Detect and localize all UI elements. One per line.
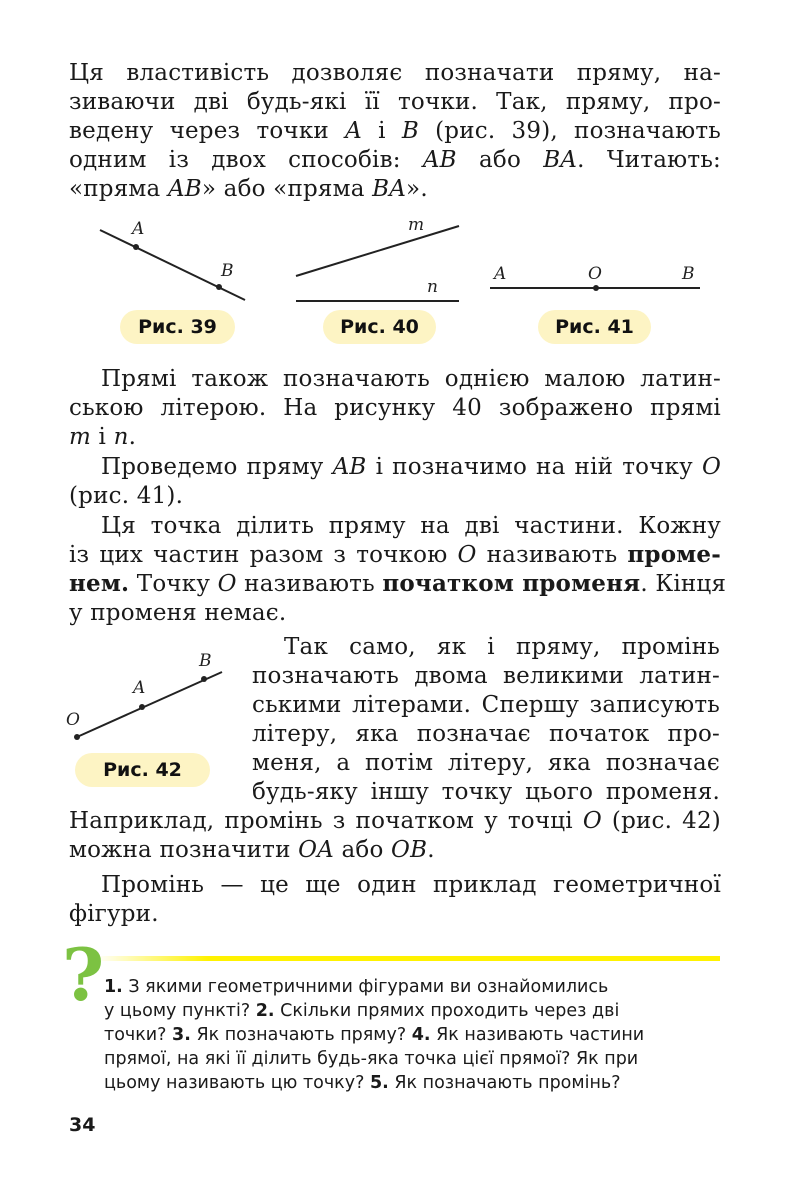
question-number: 1. [104,977,123,997]
question-text: Як називають частини [430,1025,645,1045]
math-var: m [69,424,92,450]
math-var: OA [298,837,334,863]
term-bold: проме- [627,541,721,568]
text-line: будь-яку іншу точку цього променя. [252,779,720,805]
page-number: 34 [69,1114,96,1136]
term-bold: початком променя [382,570,641,597]
text: . [427,837,435,863]
text-line: Промінь — це ще один приклад геометричної [101,872,721,898]
text: одним із двох способів: [69,147,423,173]
term-bold: нем. [69,570,130,597]
question-text: у цьому пункті? [104,1001,256,1021]
question-line [104,1023,719,1047]
math-var: BA [543,147,578,173]
question-number: 5. [369,1073,389,1093]
text-line: Ця точка ділить пряму на дві частини. Кожну [101,513,721,539]
math-var: AB [167,176,202,202]
text: «пряма [69,176,168,202]
math-var: B [401,118,419,144]
fig39-label-b: B [221,261,234,281]
fig42-label-b: B [199,651,212,671]
question-text: Як позначають промінь? [388,1073,621,1093]
question-text: точки? [104,1025,173,1045]
text: і [91,424,114,450]
math-var: AB [332,454,367,480]
question-text: З якими геометричними фігурами ви ознайомились [122,977,609,997]
text-line: літеру, яка позначає початок про- [252,721,720,747]
questions-divider [96,956,720,961]
figure-41-caption: Рис. 41 [538,310,651,344]
question-text: Скільки прямих проходить через дві [274,1001,620,1021]
text-line: Ця властивість дозволяє позначати пряму, на- [69,60,721,86]
math-var: O [217,571,237,597]
text: ведену через точки [69,118,346,144]
text: . Кінця [640,571,727,597]
text: » або «пряма [201,176,373,202]
text-line: позначають двома великими латин- [252,663,720,689]
fig41-label-o: O [588,264,602,284]
text: із цих частин разом з точкою [69,542,458,568]
figure-40 [290,212,465,307]
math-var: BA [372,176,407,202]
math-var: n [113,424,129,450]
text-line: меня, а потім літеру, яка позначає [252,750,720,776]
question-line [104,1047,719,1071]
math-var: O [701,454,722,480]
math-var: AB [422,147,457,173]
text-line: (рис. 41). [69,483,184,509]
text-line: фігури. [69,901,159,927]
fig40-label-m: m [408,215,425,235]
math-var: A [345,118,362,144]
math-var: O [457,542,477,568]
text: називають [476,542,628,568]
text-line: зиваючи дві будь-які її точки. Так, пряму, про- [69,89,721,115]
text: Наприклад, промінь з початком у точці [69,808,583,834]
text: і [361,118,402,144]
text: ». [406,176,428,202]
text: (рис. 39), позначають [418,118,722,144]
question-number: 3. [172,1025,191,1045]
text: (рис. 42) [601,808,721,834]
question-number: 2. [255,1001,275,1021]
math-var: O [582,808,602,834]
math-var: OB [391,837,428,863]
text: або [456,147,544,173]
text-line: ською літерою. На рисунку 40 зображено прямі [69,395,721,421]
question-text: цьому називають цю точку? [104,1073,370,1093]
text-line: Так само, як і пряму, промінь [284,634,720,660]
fig39-label-a: A [132,219,145,239]
question-line [104,1071,719,1095]
figure-39-caption: Рис. 39 [120,310,235,344]
text-line: Прямі також позначають однією малою латин- [101,366,721,392]
text: можна позначити [69,837,299,863]
fig42-label-a: A [133,678,146,698]
figure-42-caption: Рис. 42 [75,753,210,787]
question-text: Як позначають пряму? [190,1025,412,1045]
question-number: 4. [411,1025,431,1045]
figure-41 [485,255,705,300]
figure-39 [90,212,260,307]
text: Точку [129,571,218,597]
question-line [104,975,719,999]
question-mark-icon: ? [62,932,105,1017]
text: Проведемо пряму [101,454,333,480]
figure-40-caption: Рис. 40 [323,310,436,344]
text: називають [236,571,383,597]
fig42-label-o: O [66,710,80,730]
fig40-label-n: n [427,277,438,297]
text: і позначимо на ній точку [366,454,702,480]
text-line: ськими літерами. Спершу записують [252,692,720,718]
text-line: у променя немає. [69,600,287,626]
question-line [104,999,719,1023]
fig41-label-a: A [494,264,507,284]
review-questions [104,975,719,1095]
question-text: прямої, на які її ділить будь-яка точка цієї прямої? Як при [104,1049,639,1069]
fig41-label-b: B [682,264,695,284]
figure-42 [62,645,232,750]
text: . Читають: [577,147,721,173]
text: . [128,424,137,450]
text: або [334,837,392,863]
